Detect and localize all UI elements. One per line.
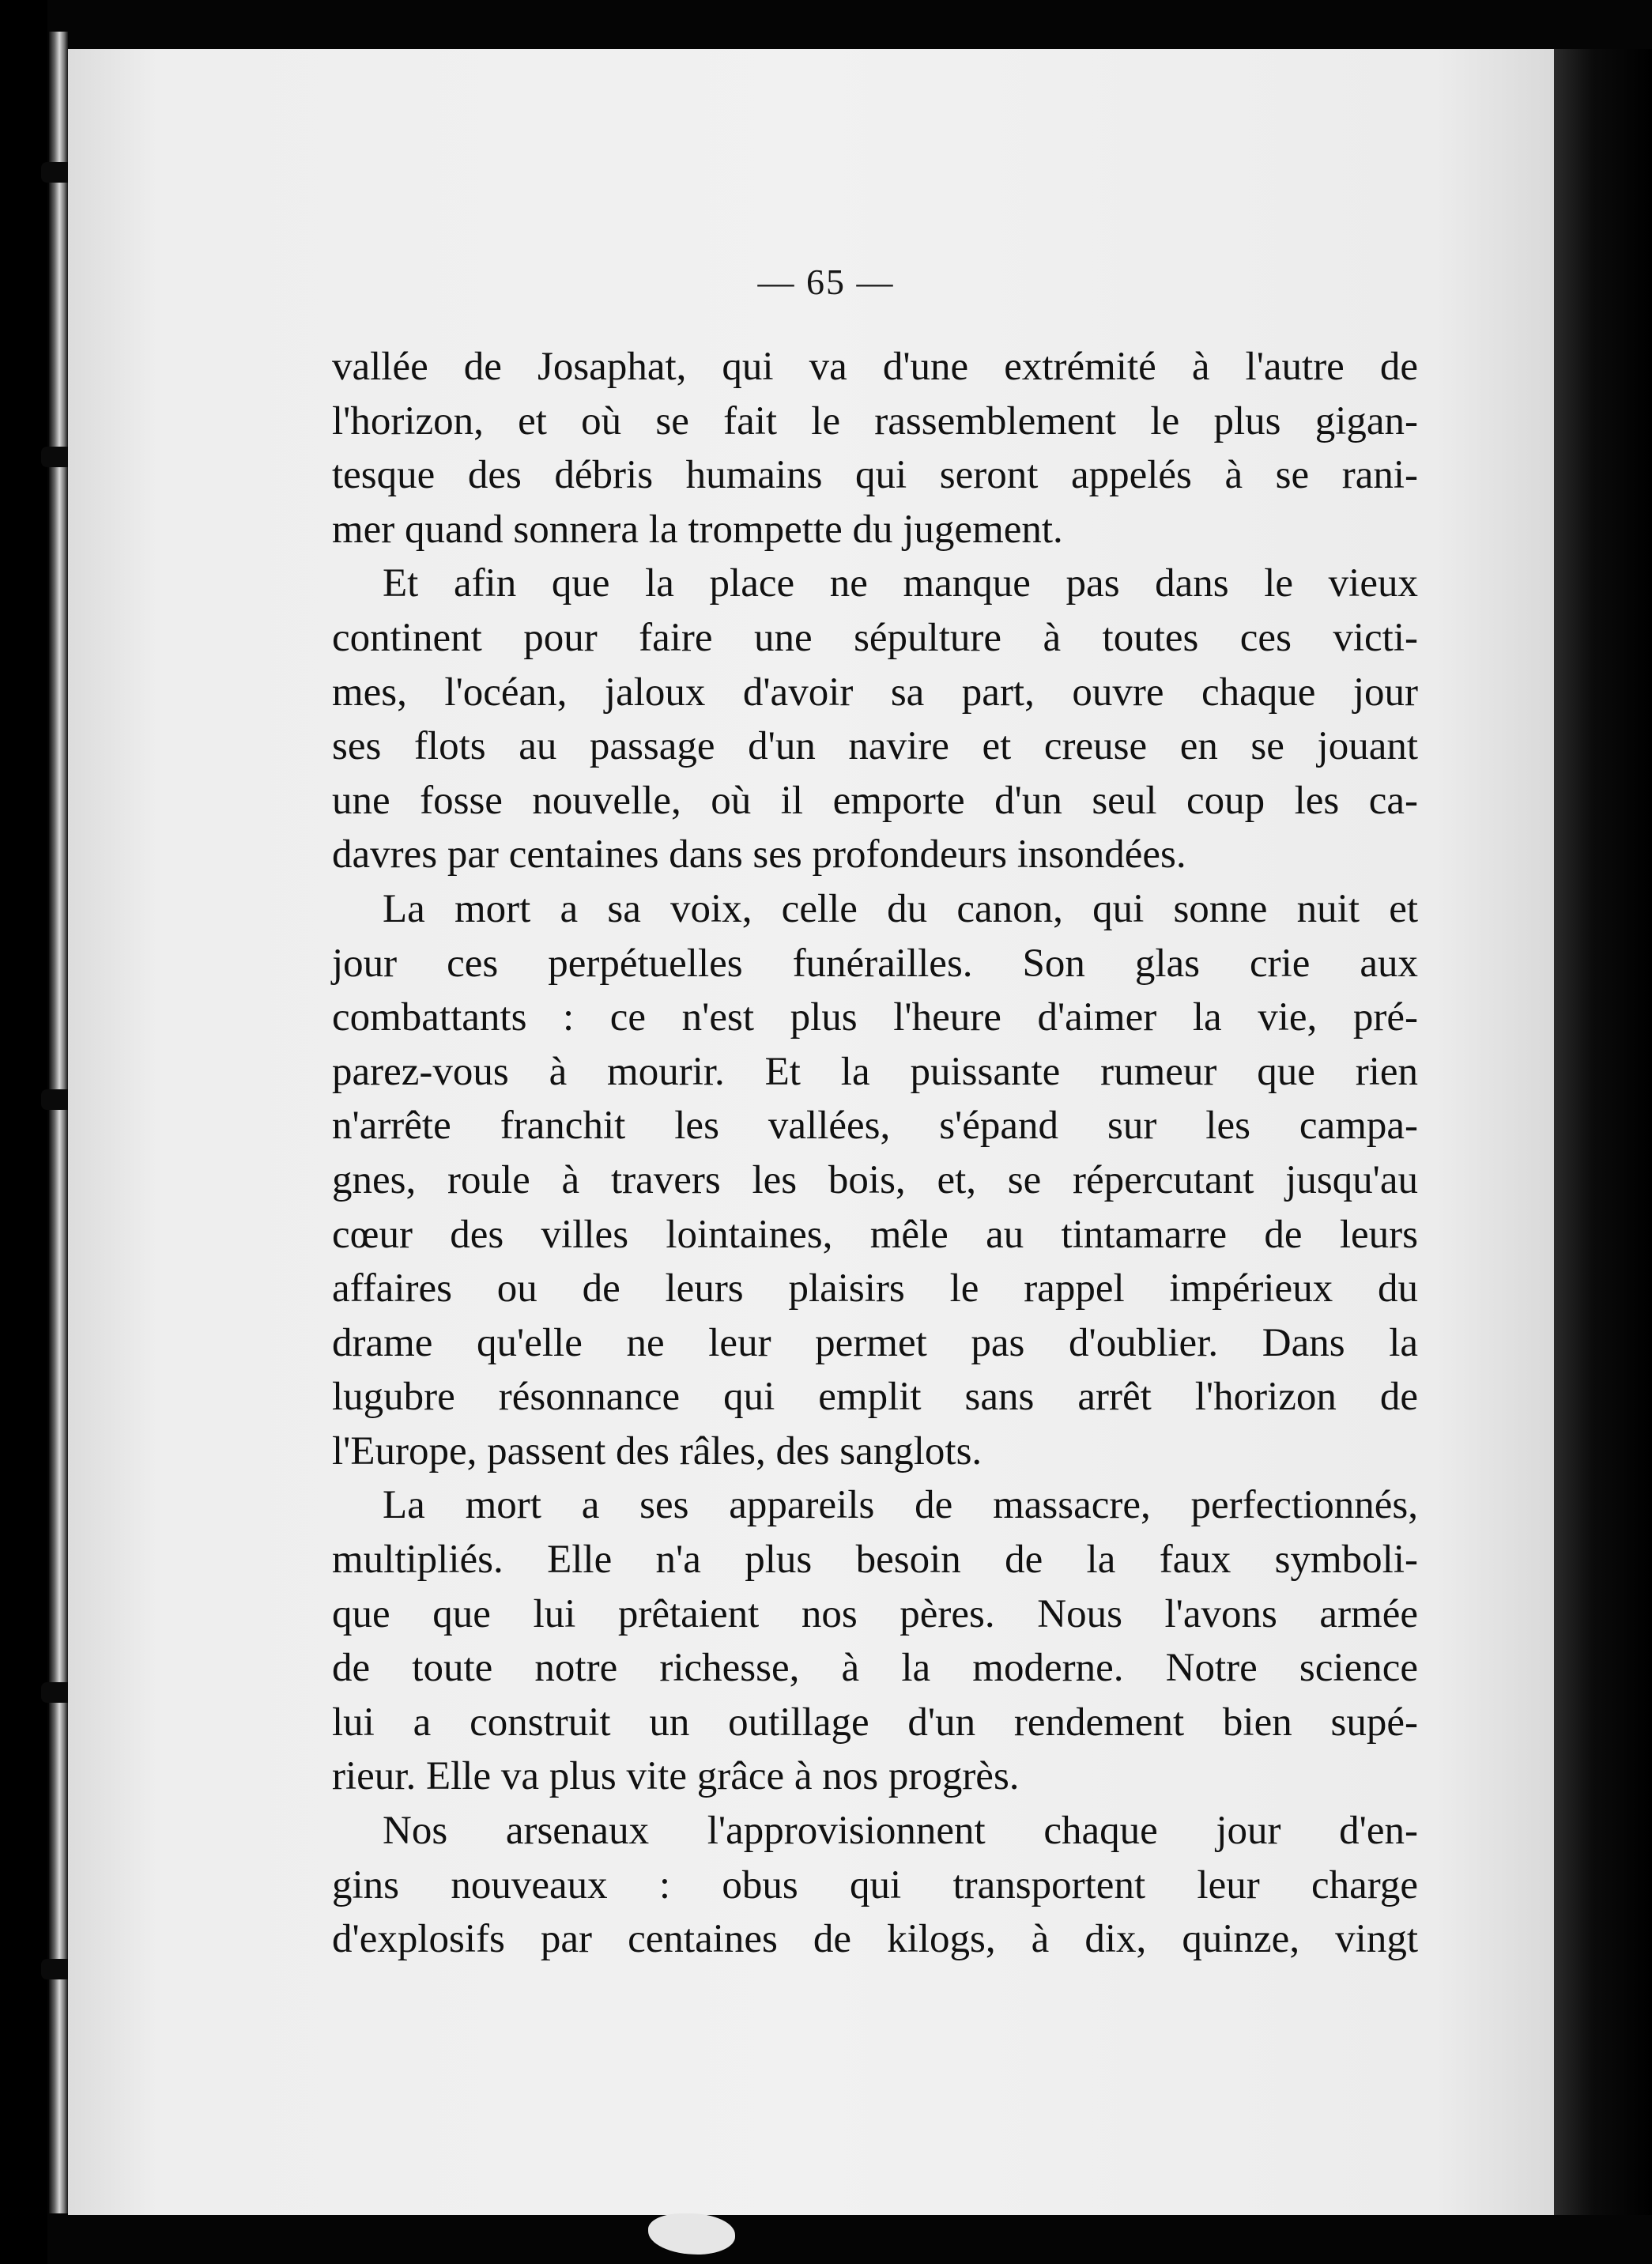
text-line: lugubre résonnance qui emplit sans arrêt l'horizon de (332, 1375, 1418, 1420)
text-line: drame qu'elle ne leur permet pas d'oublier. Dans la (332, 1320, 1418, 1365)
page-number: — 65 — (757, 262, 895, 302)
text-line: lui a construit un outillage d'un rendement bien supé- (332, 1700, 1418, 1745)
text-line: n'arrête franchit les vallées, s'épand sur les campa- (332, 1104, 1418, 1149)
text-line: mer quand sonnera la trompette du jugement. (332, 507, 1063, 552)
text-line: combattants : ce n'est plus l'heure d'aimer la vie, pré- (332, 995, 1418, 1040)
text-line: cœur des villes lointaines, mêle au tintamarre de leurs (332, 1212, 1418, 1257)
binding-thread (49, 32, 68, 2213)
text-line: d'explosifs par centaines de kilogs, à dix, quinze, vingt (332, 1917, 1418, 1962)
paper-tear-mark (648, 2213, 735, 2255)
body-text (332, 340, 1418, 1967)
text-line: l'Europe, passent des râles, des sanglots. (332, 1428, 983, 1473)
text-line: continent pour faire une sépulture à toutes ces victi- (332, 615, 1418, 660)
text-line: gnes, roule à travers les bois, et, se répercutant jusqu'au (332, 1157, 1418, 1202)
text-line: de toute notre richesse, à la moderne. Notre science (332, 1646, 1418, 1691)
binding-edge (0, 0, 47, 2264)
text-line: Et afin que la place ne manque pas dans le vieux (383, 561, 1418, 606)
text-line: que que lui prêtaient nos pères. Nous l'avons armée (332, 1591, 1418, 1636)
page-edge-shadow (1554, 49, 1652, 2215)
text-line: jour ces perpétuelles funérailles. Son glas crie aux (332, 941, 1418, 986)
text-line: ses flots au passage d'un navire et creuse en se jouant (332, 724, 1418, 769)
text-line: une fosse nouvelle, où il emporte d'un seul coup les ca- (332, 778, 1418, 823)
text-line: affaires ou de leurs plaisirs le rappel impérieux du (332, 1266, 1418, 1311)
text-line: Nos arsenaux l'approvisionnent chaque jour d'en- (383, 1809, 1418, 1854)
text-line: parez-vous à mourir. Et la puissante rumeur que rien (332, 1049, 1418, 1094)
text-line: l'horizon, et où se fait le rassemblement le plus gigan- (332, 398, 1418, 443)
text-line: rieur. Elle va plus vite grâce à nos progrès. (332, 1754, 1020, 1799)
text-line: vallée de Josaphat, qui va d'une extrémité à l'autre de (332, 345, 1418, 389)
text-line: La mort a ses appareils de massacre, perfectionnés, (383, 1483, 1418, 1528)
text-line: multipliés. Elle n'a plus besoin de la faux symboli- (332, 1538, 1418, 1583)
text-line: La mort a sa voix, celle du canon, qui sonne nuit et (383, 886, 1418, 931)
text-line: davres par centaines dans ses profondeurs insondées. (332, 832, 1186, 877)
text-line: mes, l'océan, jaloux d'avoir sa part, ouvre chaque jour (332, 670, 1418, 715)
text-line: tesque des débris humains qui seront appelés à se rani- (332, 453, 1418, 498)
text-line: gins nouveaux : obus qui transportent leur charge (332, 1862, 1418, 1907)
